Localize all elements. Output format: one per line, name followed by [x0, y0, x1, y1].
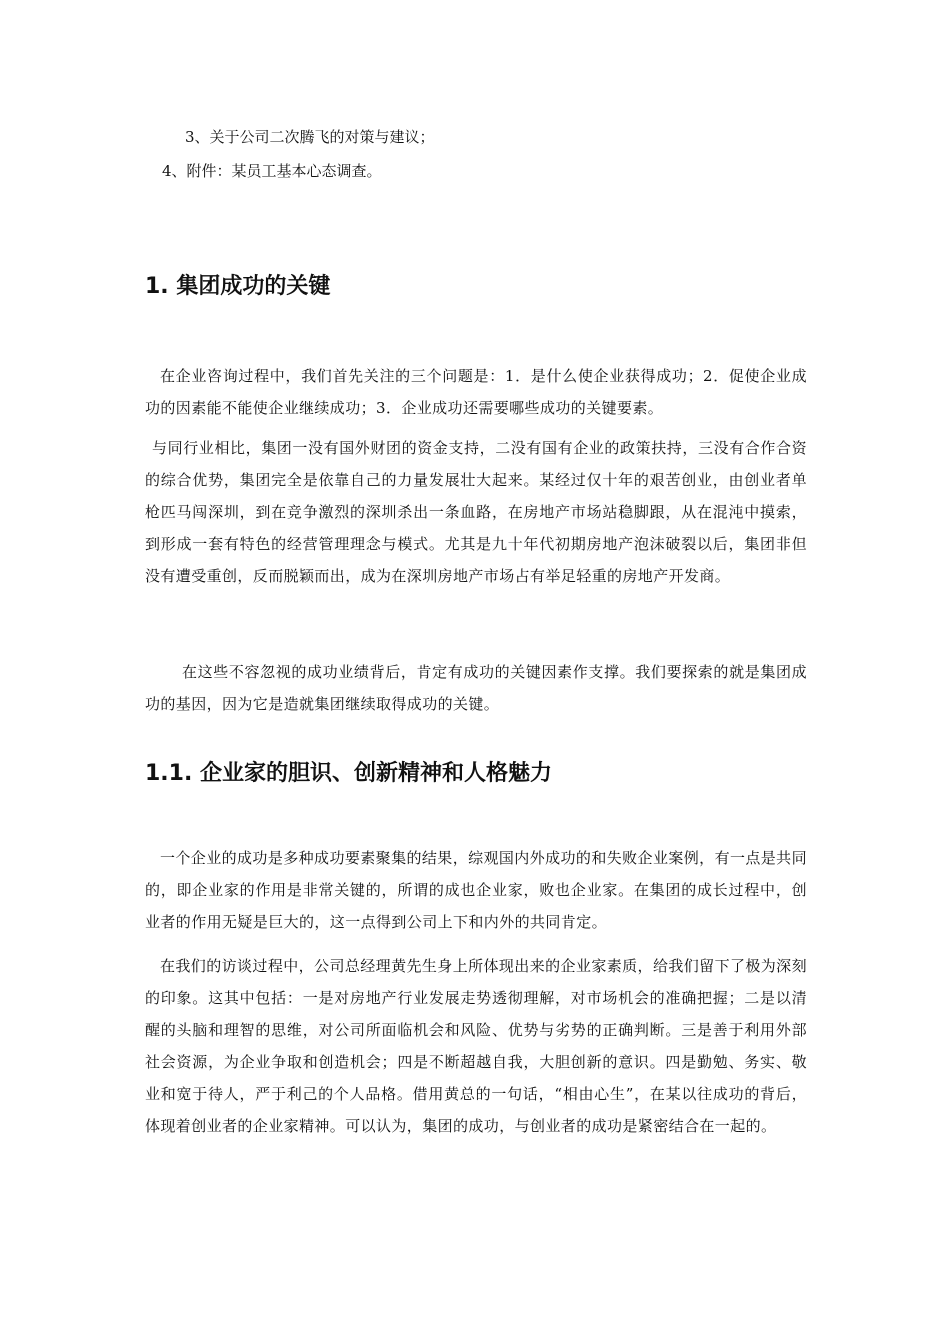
- paragraph-interview-findings: 在我们的访谈过程中，公司总经理黄先生身上所体现出来的企业家素质，给我们留下了极为深刻的印象。这其中包括：一是对房地产行业发展走势透彻理解，对市场机会的准确把握；二是以清醒的头脑和理智的思维，对公司所面临机会和风险、优势与劣势的正确判断。三是善于利用外部社会资源，为企业争取和创造机会；四是不断超越自我，大胆创新的意识。四是勤勉、务实、敬业和宽于待人，严于利己的个人品格。借用黄总的一句话，“相由心生”，在某以往成功的背后，体现着创业者的企业家精神。可以认为，集团的成功，与创业者的成功是紧密结合在一起的。: [145, 957, 807, 1135]
- paragraph-success-gene: 在这些不容忽视的成功业绩背后，肯定有成功的关键因素作支撑。我们要探索的就是集团成功的基因，因为它是造就集团继续取得成功的关键。: [145, 663, 807, 713]
- paragraph-consulting-questions: 在企业咨询过程中，我们首先关注的三个问题是：1．是什么使企业获得成功；2．促使企业成功的因素能不能使企业继续成功；3．企业成功还需要哪些成功的关键要素。: [145, 367, 807, 417]
- paragraph-entrepreneur-role: 一个企业的成功是多种成功要素聚集的结果，综观国内外成功的和失败企业案例，有一点是共同的，即企业家的作用是非常关键的，所谓的成也企业家，败也企业家。在集团的成长过程中，创业者的作用无疑是巨大的，这一点得到公司上下和内外的共同肯定。: [145, 849, 807, 931]
- section-heading-success-keys: 1. 集团成功的关键: [145, 274, 331, 299]
- paragraph-industry-comparison: 与同行业相比，集团一没有国外财团的资金支持，二没有国有企业的政策扶持，三没有合作合资的综合优势，集团完全是依靠自己的力量发展壮大起来。某经过仅十年的艰苦创业，由创业者单枪匹马闯深圳，到在竞争激烈的深圳杀出一条血路，在房地产市场站稳脚跟，从在混沌中摸索，到形成一套有特色的经营管理理念与模式。尤其是九十年代初期房地产泡沫破裂以后，集团非但没有遭受重创，反而脱颖而出，成为在深圳房地产市场占有举足轻重的房地产开发商。: [145, 439, 807, 585]
- subsection-heading-entrepreneur: 1.1. 企业家的胆识、创新精神和人格魅力: [145, 761, 552, 786]
- list-item-strategy: 3、关于公司二次腾飞的对策与建议；: [185, 128, 435, 146]
- list-item-appendix: 4、附件：某员工基本心态调查。: [162, 162, 382, 180]
